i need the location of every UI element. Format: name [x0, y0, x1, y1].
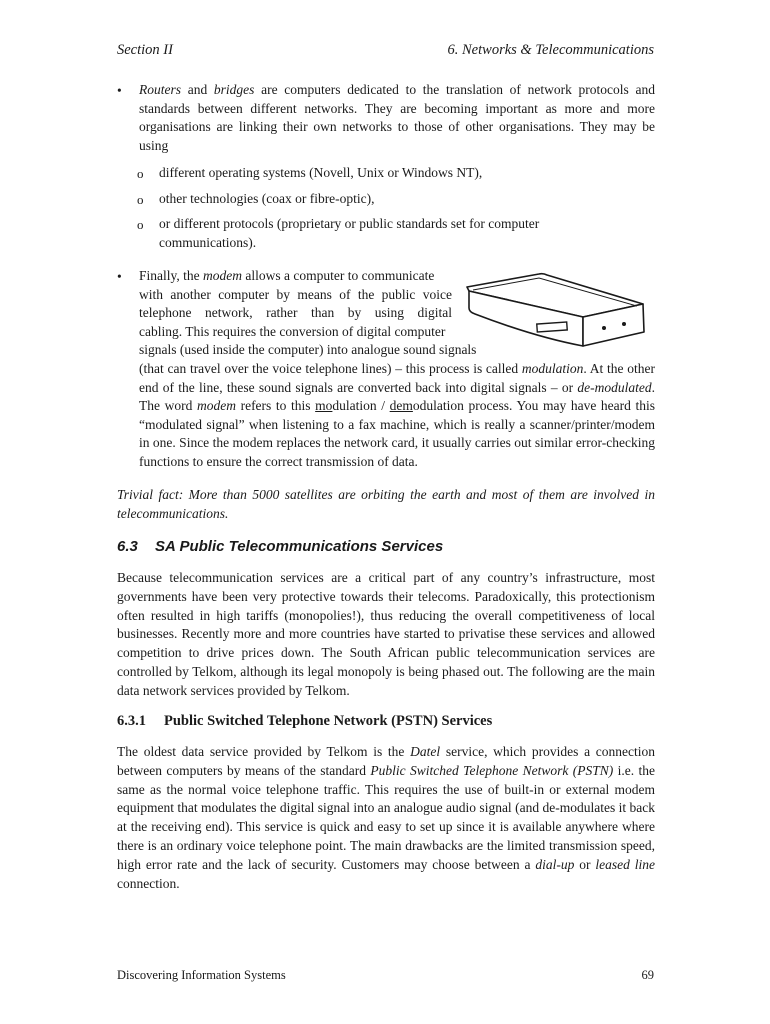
section-heading-6-3 — [117, 538, 443, 555]
term-datel: Datel — [410, 744, 441, 759]
term-leased-line: leased line — [595, 856, 655, 872]
text-segment: dulation / — [332, 398, 390, 414]
term-pstn: Public Switched Telephone Network (PSTN) — [370, 762, 614, 778]
bullet-routers-text — [139, 81, 655, 155]
trivial-fact: Trivial fact: More than 5000 satellites are orbiting the earth and most of them are involved in telecommunications. — [117, 487, 655, 521]
page-number: 69 — [641, 968, 654, 982]
term-modulation: modulation — [521, 361, 584, 376]
text-segment: odulation process. You may have heard this “modulated signal” when listening to a fax machine, which is really a scanner/printer/modem in one. Since the modem replaces the network card, it usually carries out similar error-checking functions to ensure the correct transmission of data. — [139, 398, 656, 469]
text-line: cabling. This requires the conversion of digital computer — [139, 323, 446, 339]
sub-bullet-marker: o — [137, 192, 144, 207]
text-segment: service, which provides a connection between computers by means of the standard — [117, 744, 655, 778]
text-segment: . The word — [139, 379, 655, 414]
text-allows: allows a computer to communicate — [242, 268, 435, 283]
text-segment: refers to this — [235, 398, 316, 414]
text-line: with another computer by means of the public voice — [139, 286, 452, 302]
section-6-3-1-body — [117, 743, 655, 893]
text-segment: connection. — [117, 875, 180, 891]
text-segment: The oldest data service provided by Telkom is the — [117, 744, 411, 759]
text-segment: i.e. the same as the normal voice telephone traffic. This requires the use of built-in or external modem equipment that modulates the digital signal into an analogue audio signal (and de-modulates it back at the receiving end). This service is quick and easy to set up since it is available anywhere where there is an ordinary voice telephone point. The main drawbacks are the limited transmission speed, high error rate and the lack of security. Customers may choose between a — [117, 762, 655, 872]
text-line: signals (used inside the computer) into analogue sound signals — [139, 342, 477, 358]
text-segment: or — [574, 856, 596, 872]
text-segment: . At the other end of the line, these sound signals are converted back into digital signals – or — [139, 361, 655, 395]
term-dial-up: dial-up — [535, 856, 575, 872]
term-modem: modem — [203, 268, 242, 283]
term-modem: modem — [196, 398, 236, 414]
term-demodulated: de-modulated — [577, 379, 652, 395]
subsection-title: Public Switched Telephone Network (PSTN) Services — [164, 713, 493, 729]
term-routers: Routers — [139, 82, 181, 97]
underline-dem: dem — [389, 398, 413, 414]
underline-mo: mo — [315, 398, 333, 414]
sub-bullet-marker: o — [137, 166, 144, 181]
section-number: 6.3 — [117, 538, 138, 555]
text-segment: (that can travel over the voice telephone lines) – this process is called — [139, 361, 522, 376]
term-bridges: bridges — [213, 82, 255, 97]
sub-item-os: different operating systems (Novell, Unix or Windows NT), — [159, 165, 483, 180]
sub-item-technologies: other technologies (coax or fibre-optic), — [159, 191, 375, 206]
text-finally: Finally, the — [139, 268, 203, 283]
sub-item-protocols: or different protocols (proprietary or public standards set for computer communications). — [159, 216, 540, 250]
subsection-heading-6-3-1 — [117, 713, 492, 730]
sub-bullet-marker: o — [137, 217, 144, 232]
header-chapter: 6. Networks & Telecommunications — [447, 42, 654, 58]
text-and: and — [181, 82, 214, 97]
section-6-3-body: Because telecommunication services are a critical part of any country’s infrastructure, most governments have been very protective towards their telecoms. Paradoxically, this protectionism often resulted in high tariffs (monopolies!), thus reducing the overall competitiveness of local businesses. Recently more and more countries have started to privatise these services and allowed competition to drive prices down. The South African public telecommunication services are controlled by Telkom, although its legal monopoly is being phased out. The following are the main data network services provided by Telkom. — [117, 570, 655, 698]
footer-book-title: Discovering Information Systems — [117, 968, 286, 982]
bullet-marker: • — [117, 269, 122, 284]
bullet-modem-intro — [139, 267, 476, 360]
text-line: telephone network, rather than by using digital — [139, 305, 452, 321]
bullet-routers-body: are computers dedicated to the translation of network protocols and standards between different networks. They are becoming important as more and more organisations are linking their own networks to those of other organisations. They may be using — [139, 82, 655, 153]
bullet-marker: • — [117, 83, 122, 98]
bullet-modem-body — [139, 360, 655, 472]
header-section: Section II — [117, 42, 173, 58]
modem-illustration — [465, 270, 647, 352]
section-title: SA Public Telecommunications Services — [155, 538, 444, 555]
subsection-number: 6.3.1 — [117, 713, 146, 729]
